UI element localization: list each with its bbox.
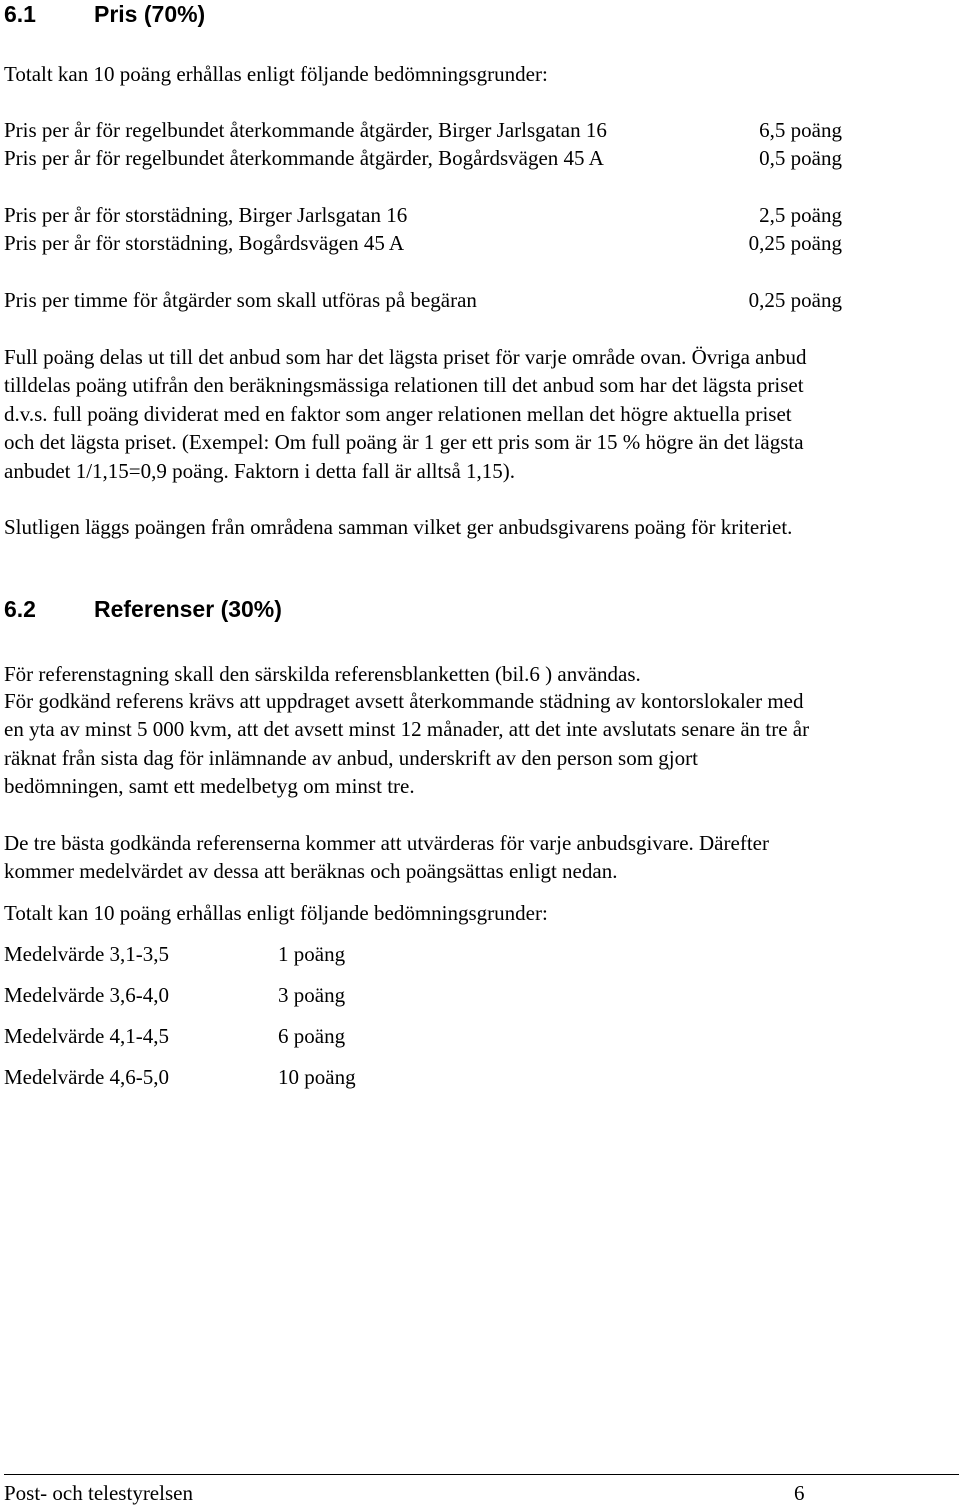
paragraph-line: De tre bästa godkända referenserna kommer att utvärderas för varje anbudsgivare. Därefter — [4, 831, 769, 855]
footer-page-number: 6 — [794, 1481, 805, 1505]
section-number: 6.2 — [4, 596, 36, 622]
scale-points: 3 poäng — [278, 983, 346, 1007]
criterion-points: 6,5 poäng — [759, 118, 842, 142]
paragraph-line: räknat från sista dag för inlämnande av anbud, underskrift av den person som gjort — [4, 746, 698, 770]
scale-points: 6 poäng — [278, 1024, 346, 1048]
intro-text: Totalt kan 10 poäng erhållas enligt följande bedömningsgrunder: — [4, 62, 548, 86]
section-heading-6-2 — [4, 596, 282, 623]
section-number: 6.1 — [4, 1, 36, 27]
paragraph-line: bedömningen, samt ett medelbetyg om minst tre. — [4, 774, 415, 798]
scale-points: 1 poäng — [278, 942, 346, 966]
criterion-label: Pris per timme för åtgärder som skall utföras på begäran — [4, 288, 477, 312]
scale-points: 10 poäng — [278, 1065, 356, 1089]
criterion-label: Pris per år för regelbundet återkommande åtgärder, Bogårdsvägen 45 A — [4, 146, 604, 170]
paragraph-text: Slutligen läggs poängen från områdena samman vilket ger anbudsgivarens poäng för kriteriet. — [4, 515, 793, 539]
paragraph-line: Full poäng delas ut till det anbud som har det lägsta priset för varje område ovan. Övriga anbud — [4, 345, 807, 369]
paragraph-line: och det lägsta priset. (Exempel: Om full poäng är 1 ger ett pris som är 15 % högre än det lägsta — [4, 430, 804, 454]
criterion-label: Pris per år för regelbundet återkommande åtgärder, Birger Jarlsgatan 16 — [4, 118, 607, 142]
footer-org: Post- och telestyrelsen — [4, 1481, 193, 1505]
criterion-points: 2,5 poäng — [759, 203, 842, 227]
section-heading-6-1 — [4, 1, 205, 28]
section-title: Pris (70%) — [94, 1, 206, 27]
intro-text: Totalt kan 10 poäng erhållas enligt följande bedömningsgrunder: — [4, 901, 548, 925]
criterion-points: 0,25 poäng — [748, 288, 842, 312]
criterion-points: 0,5 poäng — [759, 146, 842, 170]
paragraph-line: För godkänd referens krävs att uppdraget avsett återkommande städning av kontorslokaler med — [4, 689, 804, 713]
section-title: Referenser (30%) — [94, 596, 282, 622]
scale-range: Medelvärde 4,6-5,0 — [4, 1065, 170, 1089]
scale-range: Medelvärde 3,6-4,0 — [4, 983, 170, 1007]
criterion-label: Pris per år för storstädning, Bogårdsvägen 45 A — [4, 231, 405, 255]
footer-divider — [4, 1474, 959, 1475]
paragraph-line: För referenstagning skall den särskilda referensblanketten (bil.6 ) användas. — [4, 662, 641, 686]
paragraph-line: kommer medelvärdet av dessa att beräknas och poängsättas enligt nedan. — [4, 859, 618, 883]
paragraph-line: anbudet 1/1,15=0,9 poäng. Faktorn i detta fall är alltså 1,15). — [4, 459, 516, 483]
criterion-points: 0,25 poäng — [748, 231, 842, 255]
paragraph-line: tilldelas poäng utifrån den beräkningsmässiga relationen till det anbud som har det lägsta priset — [4, 373, 804, 397]
paragraph-line: en yta av minst 5 000 kvm, att det avsett minst 12 månader, att det inte avslutats senare än tre år — [4, 717, 810, 741]
scale-range: Medelvärde 4,1-4,5 — [4, 1024, 170, 1048]
scale-range: Medelvärde 3,1-3,5 — [4, 942, 170, 966]
criterion-label: Pris per år för storstädning, Birger Jarlsgatan 16 — [4, 203, 408, 227]
paragraph-line: d.v.s. full poäng dividerat med en faktor som anger relationen mellan det högre aktuella priset — [4, 402, 792, 426]
